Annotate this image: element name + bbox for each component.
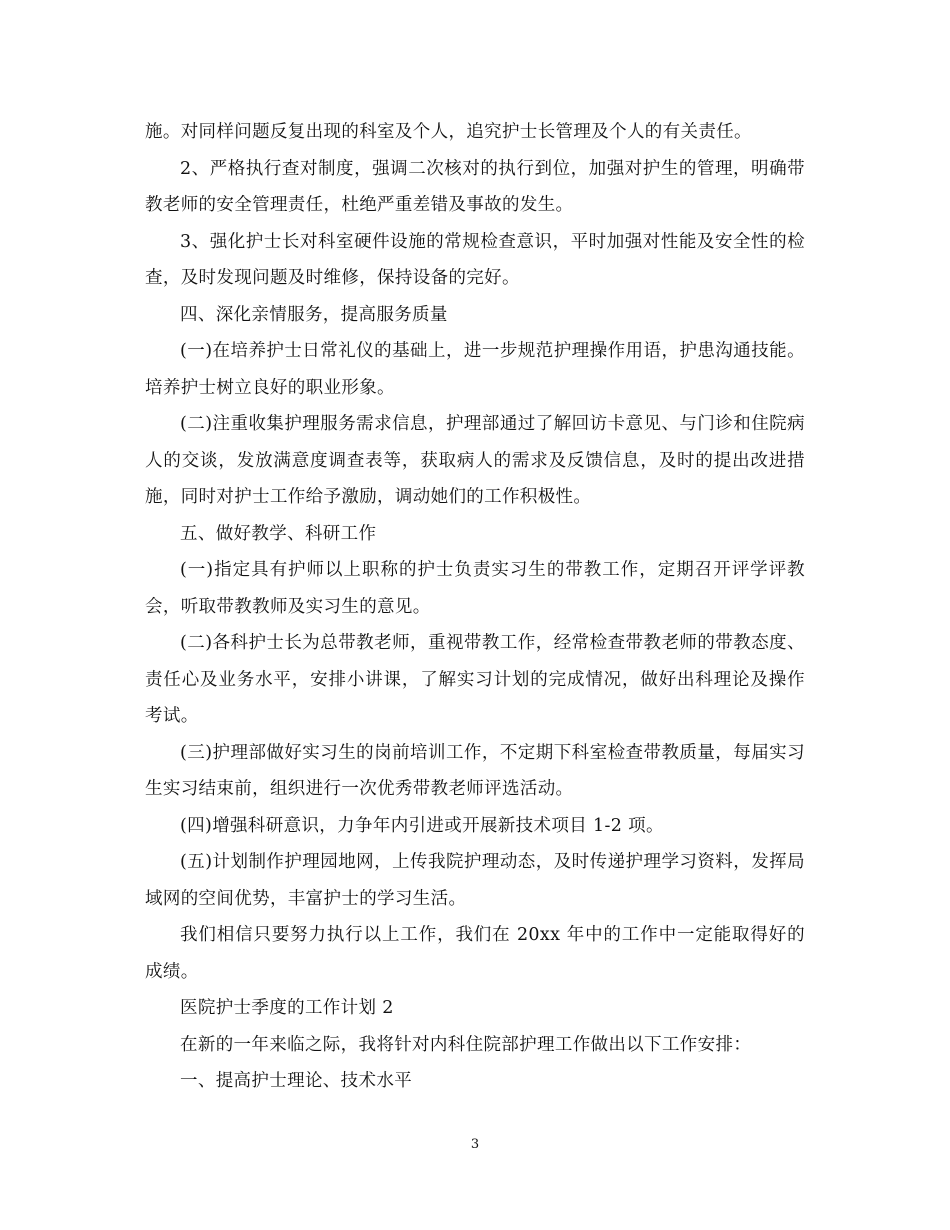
closing-paragraph: 我们相信只要努力执行以上工作，我们在 20xx 年中的工作中一定能取得好的成绩。 (145, 925, 805, 982)
page-body (145, 114, 805, 1100)
paragraph-5-5: (五)计划制作护理园地网，上传我院护理动态，及时传递护理学习资料，发挥局域网的空间优势，丰富护士的学习生活。 (145, 852, 805, 909)
page-number: 3 (470, 1137, 480, 1152)
intro-paragraph: 在新的一年来临之际，我将针对内科住院部护理工作做出以下工作安排： (180, 1034, 752, 1055)
paragraph-5-2: (二)各科护士长为总带教老师，重视带教工作，经常检查带教老师的带教态度、责任心及业务水平，安排小讲课，了解实习计划的完成情况，做好出科理论及操作考试。 (145, 633, 805, 726)
section-heading-5: 五、做好教学、科研工作 (180, 523, 377, 544)
paragraph-5-3: (三)护理部做好实习生的岗前培训工作，不定期下科室检查带教质量，每届实习生实习结束前，组织进行一次优秀带教老师评选活动。 (145, 742, 805, 799)
paragraph-continuation: 施。对同样问题反复出现的科室及个人，追究护士长管理及个人的有关责任。 (145, 122, 752, 142)
paragraph-item-3: 3、强化护士长对科室硬件设施的常规检查意识，平时加强对性能及安全性的检查，及时发现问题及时维修，保持设备的完好。 (145, 231, 805, 288)
plan-title: 医院护士季度的工作计划 2 (180, 998, 394, 1018)
section-heading-4: 四、深化亲情服务，提高服务质量 (180, 304, 448, 325)
paragraph-item-2: 2、严格执行查对制度，强调二次核对的执行到位，加强对护生的管理，明确带教老师的安全管理责任，杜绝严重差错及事故的发生。 (145, 158, 805, 215)
paragraph-4-1: (一)在培养护士日常礼仪的基础上，进一步规范护理操作用语，护患沟通技能。培养护士树立良好的职业形象。 (145, 341, 805, 398)
paragraph-5-4: (四)增强科研意识，力争年内引进或开展新技术项目 1-2 项。 (180, 815, 664, 836)
paragraph-4-2: (二)注重收集护理服务需求信息，护理部通过了解回访卡意见、与门诊和住院病人的交谈，发放满意度调查表等，获取病人的需求及反馈信息，及时的提出改进措施，同时对护士工作给予激励，调动她们的工作积极性。 (145, 414, 805, 507)
section-heading-1: 一、提高护士理论、技术水平 (180, 1071, 413, 1091)
paragraph-5-1: (一)指定具有护师以上职称的护士负责实习生的带教工作，定期召开评学评教会，听取带教教师及实习生的意见。 (145, 560, 805, 617)
